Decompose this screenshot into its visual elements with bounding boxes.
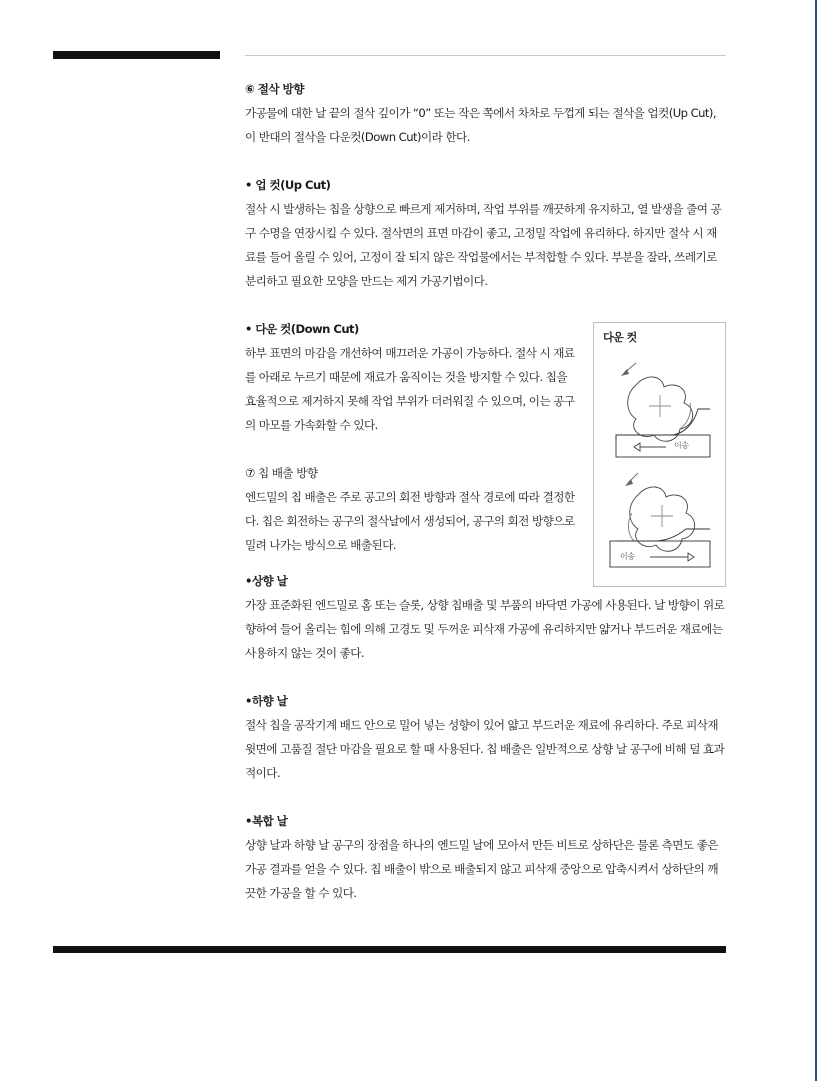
feed-label-top: 이송 bbox=[674, 441, 689, 450]
downcut-text: 하부 표면의 마감을 개선하여 매끄러운 가공이 가능하다. 절삭 시 재료를 아래로 누르기 때문에 재료가 움직이는 것을 방지할 수 있다. 칩을 효율적으로 제거하지 못해 작업 부위가 더러워질 수 있으며, 이는 공구의 마모를 가속화할 수 있다. bbox=[245, 346, 575, 432]
upflute-heading: •상향 날 bbox=[245, 574, 288, 588]
compound-text: 상향 날과 하향 날 공구의 장점을 하나의 엔드밀 날에 모아서 만든 비트로 상하단은 물론 측면도 좋은 가공 결과를 얻을 수 있다. 칩 배출이 밖으로 배출되지 않고 피삭재 중앙으로 압축시켜서 상하단의 깨끗한 가공을 할 수 있다. bbox=[245, 838, 719, 900]
section-6-text: 가공물에 대한 날 끝의 절삭 깊이가 “0” 또는 작은 쪽에서 차차로 두껍게 되는 절삭을 업컷(Up Cut), 이 반대의 절삭을 다운컷(Down Cut)이라 한다. bbox=[245, 106, 717, 144]
footer-bar bbox=[53, 946, 726, 953]
header-divider bbox=[245, 55, 726, 56]
upcut-text: 절삭 시 발생하는 칩을 상향으로 빠르게 제거하며, 작업 부위를 깨끗하게 유지하고, 열 발생을 줄여 공구 수명을 연장시킬 수 있다. 절삭면의 표면 마감이 좋고, 고정밀 작업에 유리하다. 하지만 절삭 시 재료를 들어 올릴 수 있어, 고정이 잘 되지 않은 작업물에서는 부적합할 수 있다. 부분을 잘라, 쓰레기로 분리하고 필요한 모양을 만드는 제거 가공기법이다. bbox=[245, 202, 722, 288]
downflute-heading: •하향 날 bbox=[245, 694, 288, 708]
feed-label-bottom: 이송 bbox=[620, 552, 635, 561]
page-edge-rule bbox=[815, 0, 817, 1081]
downcut-block bbox=[245, 317, 580, 557]
upcut-heading: • 업 컷(Up Cut) bbox=[245, 178, 331, 192]
downcut-figure bbox=[593, 322, 726, 587]
figure-title: 다운 컷 bbox=[603, 331, 637, 344]
section-6-heading: ⑥ 절삭 방향 bbox=[245, 82, 304, 96]
section-7-heading: ⑦ 칩 배출 방향 bbox=[245, 466, 318, 480]
downflute-text: 절삭 칩을 공작기계 배드 안으로 밀어 넣는 성향이 있어 얇고 부드러운 재료에 유리하다. 주로 피삭재 윗면에 고품질 절단 마감을 필요로 할 때 사용된다. 칩 배출은 일반적으로 상향 날 공구에 비해 덜 효과적이다. bbox=[245, 718, 725, 780]
header-bar bbox=[53, 51, 220, 59]
upflute-text: 가장 표준화된 엔드밀로 홈 또는 슬롯, 상향 칩배출 및 부품의 바닥면 가공에 사용된다. 날 방향이 위로 향하여 들어 올리는 힘에 의해 고경도 및 두꺼운 피삭재 가공에 유리하지만 얇거나 부드러운 재료에는 사용하지 않는 것이 좋다. bbox=[245, 598, 725, 660]
endmill-illustration bbox=[594, 323, 727, 588]
section-7-text: 엔드밀의 칩 배출은 주로 공고의 회전 방향과 절삭 경로에 따라 결정한다. 칩은 회전하는 공구의 절삭날에서 생성되어, 공구의 회전 방향으로 밀려 나가는 방식으로 배출된다. bbox=[245, 490, 575, 552]
downcut-heading: • 다운 컷(Down Cut) bbox=[245, 322, 359, 336]
top-cutter-drawing bbox=[616, 363, 710, 457]
compound-heading: •복합 날 bbox=[245, 814, 288, 828]
